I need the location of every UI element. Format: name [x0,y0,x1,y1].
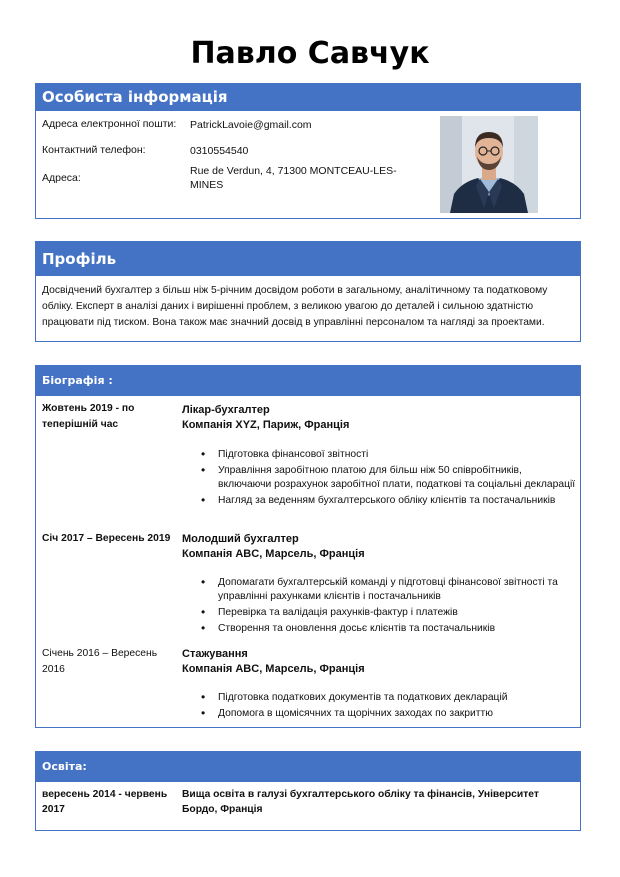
profile-section [35,241,581,342]
personal-info-heading: Особиста інформація [36,84,580,111]
list-item: • Створення та оновлення досьє клієнтів та постачальників [196,622,576,636]
profile-heading: Профіль [36,242,580,276]
biography-heading: Біографія : [36,366,580,396]
education-section [35,751,581,831]
biography-section [35,365,581,728]
phone-label: Контактний телефон: [42,144,146,156]
job-company: Компанія ABC, Марсель, Франція [182,663,365,675]
list-item: • Допомога в щомісячних та щорічних заходах по закриттю [196,707,576,721]
email-label: Адреса електронної пошти: [42,118,177,130]
job-title: Лікар-бухгалтер [182,404,270,416]
job-date: Січ 2017 – Вересень 2019 [42,533,171,544]
education-heading: Освіта: [36,752,580,782]
list-item: • Управління заробітною платою для більш ніж 50 співробітників, включаючи розрахунок заробітної плати, податкові та соціальні декларації [196,464,576,491]
email-row [42,118,422,134]
list-item: • Нагляд за веденням бухгалтерського обліку клієнтів та постачальників [196,494,576,508]
profile-photo [440,116,538,213]
list-item: • Перевірка та валідація рахунків-фактур і платежів [196,606,576,620]
address-value: Rue de Verdun, 4, 71300 MONTCEAU-LES-MINES [190,165,397,191]
phone-row [42,144,422,160]
address-row [42,164,422,194]
job-company: Компанія ABC, Марсель, Франція [182,548,365,560]
resume-name: Павло Савчук [190,36,430,71]
job-date: Січень 2016 – Вересень 2016 [42,648,158,675]
education-date: вересень 2014 - червень 2017 [42,789,168,815]
job-title: Молодший бухгалтер [182,533,299,545]
list-item: • Підготовка фінансової звітності [196,448,576,462]
email-value: PatrickLavoie@gmail.com [190,119,312,131]
personal-info-section [35,83,581,219]
job-duties-list [196,448,576,510]
phone-value: 0310554540 [190,145,249,157]
job-duties-list [196,691,576,723]
job-title: Стажування [182,648,248,660]
job-duties-list [196,576,576,638]
list-item: • Підготовка податкових документів та податкових декларацій [196,691,576,705]
job-date: Жовтень 2019 - по теперішній час [42,403,135,430]
address-label: Адреса: [42,172,81,184]
job-company: Компанія XYZ, Париж, Франція [182,419,350,431]
list-item: • Допомагати бухгалтерській команді у підготовці фінансової звітності та управлінні рахунками клієнтів і постачальників [196,576,576,603]
profile-text: Досвідчений бухгалтер з більш ніж 5-річним досвідом роботи в загальному, аналітичному та податковому обліку. Експерт в аналізі даних і вирішенні проблем, з великою увагою до деталей і сильною здатністю працювати під тиском. Вона також має значний досвід в управлінні персоналом та нагляді за проектами. [42,285,548,328]
education-degree: Вища освіта в галузі бухгалтерського обліку та фінансів, Університет Бордо, Франція [182,789,539,815]
